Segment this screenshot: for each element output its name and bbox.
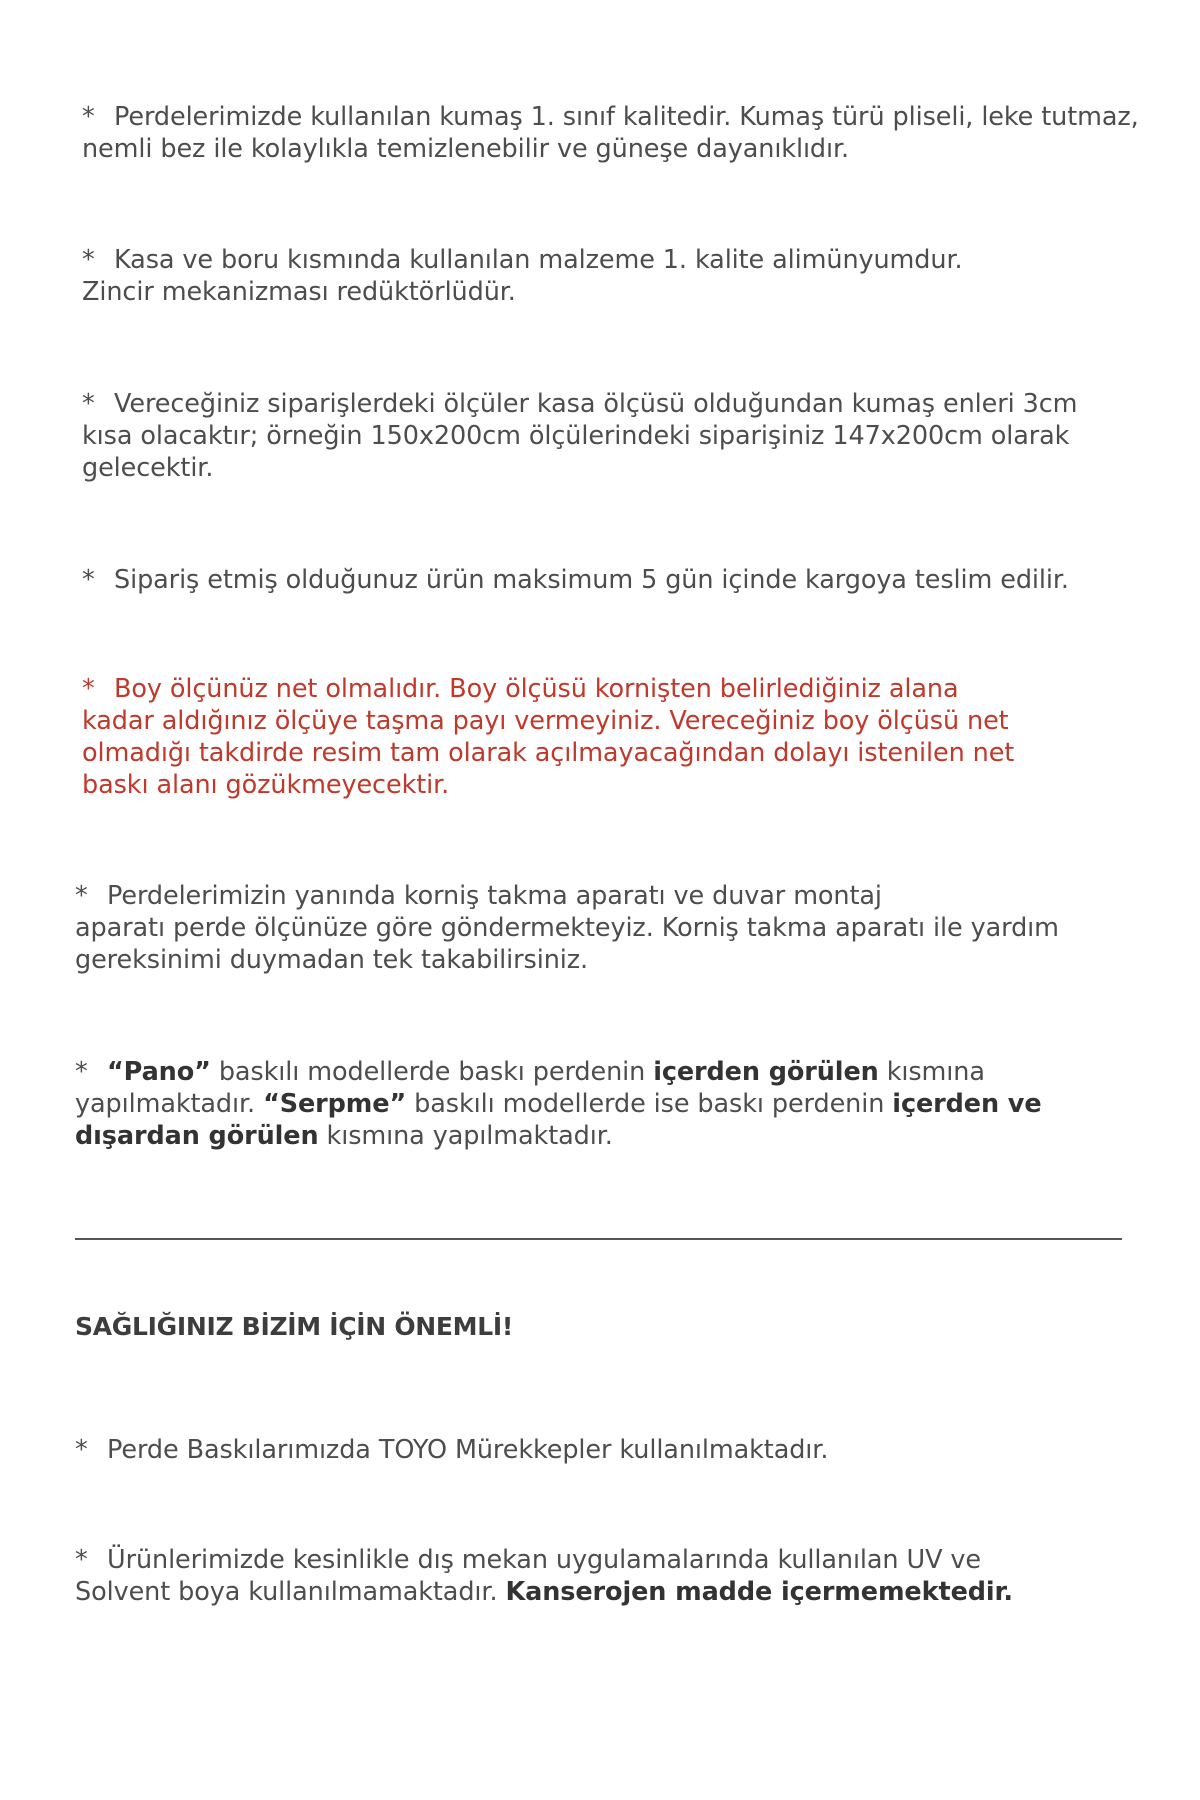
paragraph-line: olmadığı takdirde resim tam olarak açılmayacağından dolayı istenilen net [82,738,1015,768]
bullet-asterisk: * [75,1057,88,1087]
bullet-asterisk: * [82,245,95,275]
paragraph-line: gereksinimi duymadan tek takabilirsiniz. [75,945,589,975]
paragraph-line: * Sipariş etmiş olduğunuz ürün maksimum 5 gün içinde kargoya teslim edilir. [82,565,1069,595]
paragraph-line: * Perde Baskılarımızda TOYO Mürekkepler kullanılmaktadır. [75,1435,829,1465]
bullet-asterisk: * [75,1545,88,1575]
paragraph-line: dışardan görülen kısmına yapılmaktadır. [75,1121,613,1151]
bullet-asterisk: * [75,1435,88,1465]
bullet-asterisk: * [82,674,95,704]
info-paragraph-print-types [75,1056,1042,1152]
paragraph-line: * Perdelerimizin yanında korniş takma aparatı ve duvar montaj [75,881,882,911]
paragraph-line: aparatı perde ölçünüze göre göndermekteyiz. Korniş takma aparatı ile yardım [75,913,1059,943]
paragraph-line: kısa olacaktır; örneğin 150x200cm ölçülerindeki siparişiniz 147x200cm olarak [82,421,1070,451]
section-divider [75,1238,1122,1240]
bullet-asterisk: * [82,102,95,132]
paragraph-line: * Boy ölçünüz net olmalıdır. Boy ölçüsü kornişten belirlediğiniz alana [82,674,959,704]
info-paragraph-material [82,244,963,308]
paragraph-line: * Kasa ve boru kısmında kullanılan malzeme 1. kalite alimünyumdur. [82,245,963,275]
paragraph-line: * “Pano” baskılı modellerde baskı perdenin içerden görülen kısmına [75,1057,985,1087]
health-item-no-solvent [75,1544,1013,1608]
health-section-title: SAĞLIĞINIZ BİZİM İÇİN ÖNEMLİ! [75,1312,513,1341]
info-paragraph-delivery [82,564,1069,596]
paragraph-line: nemli bez ile kolaylıkla temizlenebilir ve güneşe dayanıklıdır. [82,134,850,164]
info-paragraph-measurements [82,388,1077,484]
bullet-asterisk: * [82,565,95,595]
bullet-asterisk: * [82,389,95,419]
paragraph-line: * Ürünlerimizde kesinlikle dış mekan uygulamalarında kullanılan UV ve [75,1545,981,1575]
paragraph-line: Solvent boya kullanılmamaktadır. Kanserojen madde içermemektedir. [75,1577,1013,1607]
paragraph-line: kadar aldığınız ölçüye taşma payı vermeyiniz. Vereceğiniz boy ölçüsü net [82,706,1009,736]
health-item-ink [75,1434,828,1466]
paragraph-line: baskı alanı gözükmeyecektir. [82,770,450,800]
bullet-asterisk: * [75,881,88,911]
paragraph-line: Zincir mekanizması redüktörlüdür. [82,277,516,307]
paragraph-line: * Vereceğiniz siparişlerdeki ölçüler kasa ölçüsü olduğundan kumaş enleri 3cm [82,389,1078,419]
paragraph-line: yapılmaktadır. “Serpme” baskılı modellerde ise baskı perdenin içerden ve [75,1089,1042,1119]
info-paragraph-mounting [75,880,1059,976]
info-paragraph-fabric [82,101,1139,165]
info-paragraph-height-warning [82,673,1014,801]
paragraph-line: * Perdelerimizde kullanılan kumaş 1. sınıf kalitedir. Kumaş türü pliseli, leke tutmaz, [82,102,1139,132]
paragraph-line: gelecektir. [82,453,214,483]
